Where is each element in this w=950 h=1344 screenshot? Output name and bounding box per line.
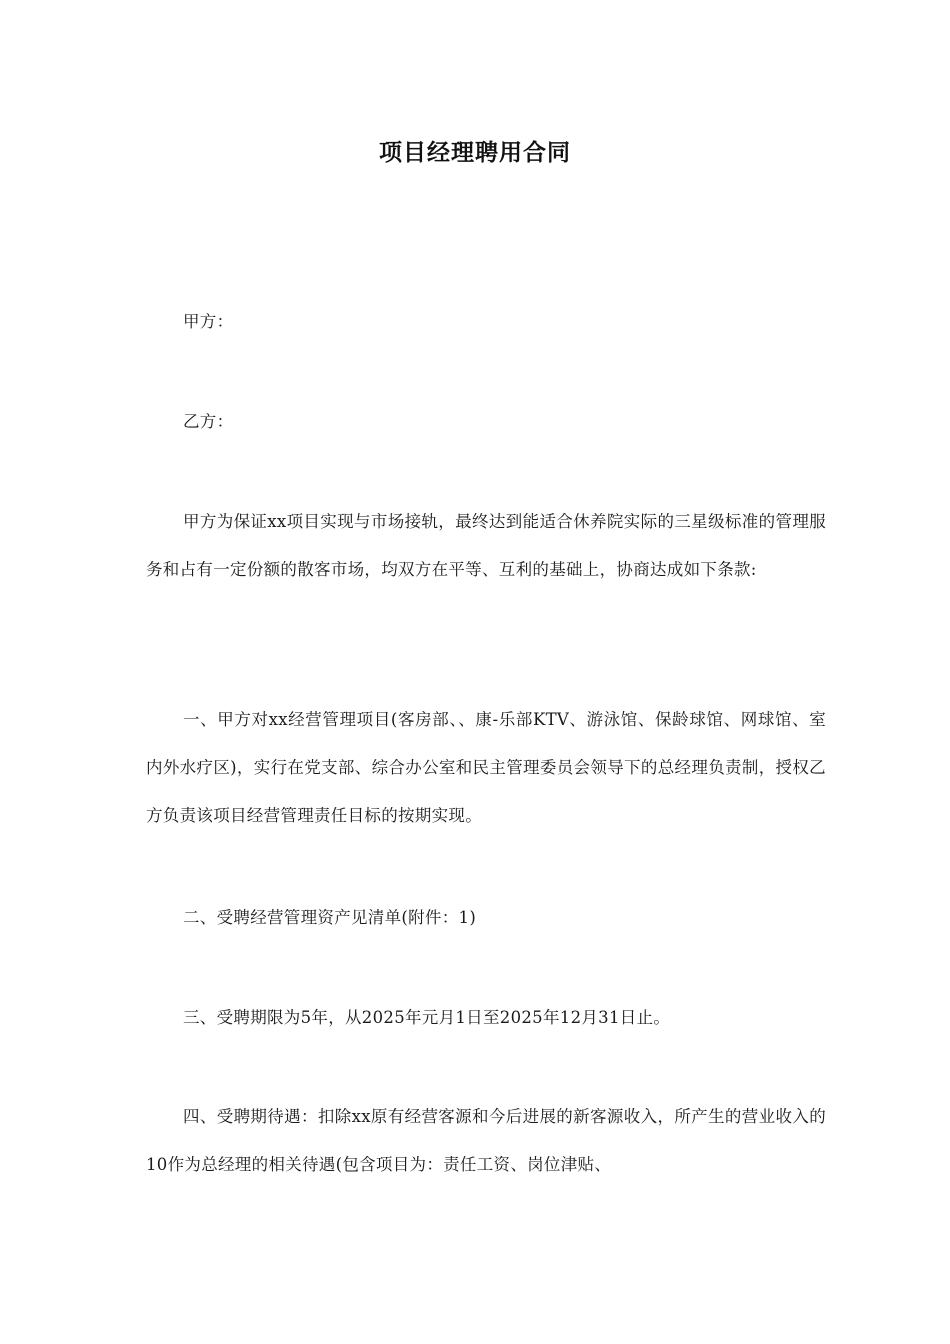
intro-paragraph: 甲方为保证xx项目实现与市场接轨，最终达到能适合休养院实际的三星级标准的管理服务和占有一定份额的散客市场，均双方在平等、互利的基础上，协商达成如下条款: — [146, 512, 826, 579]
clause-1-paragraph: 一、甲方对xx经营管理项目(客房部、、康-乐部KTV、游泳馆、保龄球馆、网球馆、室内外水疗区)，实行在党支部、综合办公室和民主管理委员会领导下的总经理负责制，授权乙方负责该项目经营管理责任目标的按期实现。 — [146, 710, 826, 825]
document-title: 项目经理聘用合同 — [379, 140, 571, 166]
clause-2-paragraph: 二、受聘经营管理资产见清单(附件：1) — [183, 908, 477, 927]
clause-4-paragraph: 四、受聘期待遇：扣除xx原有经营客源和今后进展的新客源收入，所产生的营业收入的10作为总经理的相关待遇(包含项目为：责任工资、岗位津贴、 — [146, 1107, 826, 1174]
party-b-line: 乙方： — [183, 412, 234, 431]
party-a-line: 甲方： — [183, 312, 234, 331]
clause-3-paragraph: 三、受聘期限为5年，从2025年元月1日至2025年12月31日止。 — [183, 1008, 671, 1027]
